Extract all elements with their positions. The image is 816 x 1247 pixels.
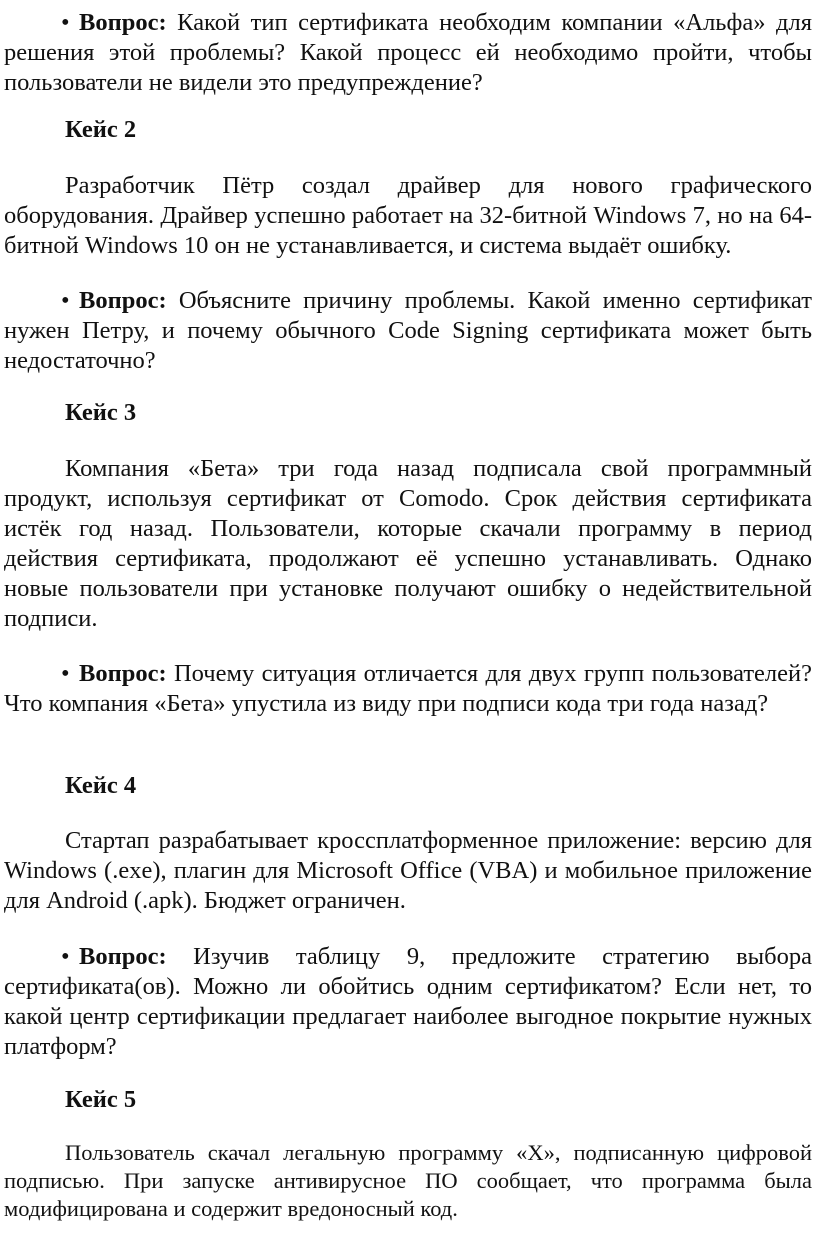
bullet-icon: • — [61, 287, 70, 314]
bullet-icon: • — [61, 9, 70, 36]
question-text: Изучив таблицу 9, предложите стратегию выбора сертификата(ов). Можно ли обойтись одним сертификатом? Если нет, то какой центр сертификации предлагает наиболее выгодное покрытие нужных платформ? — [4, 943, 812, 1060]
case-4-text: Стартап разрабатывает кроссплатформенное приложение: версию для Windows (.exe), плагин для Microsoft Office (VBA) и мобильное приложение для Android (.apk). Бюджет ограничен. — [4, 827, 812, 914]
question-text: Почему ситуация отличается для двух групп пользователей? Что компания «Бета» упустила из виду при подписи кода три года назад? — [4, 660, 812, 717]
case-3-heading: Кейс 3 — [65, 399, 137, 426]
question-2 — [4, 286, 812, 376]
case-4-heading: Кейс 4 — [65, 772, 137, 799]
bullet-icon: • — [61, 660, 70, 687]
bullet-icon: • — [61, 943, 70, 970]
question-label: Вопрос: — [79, 9, 167, 36]
question-4 — [4, 942, 812, 1062]
question-text: Какой тип сертификата необходим компании «Альфа» для решения этой проблемы? Какой процесс ей необходимо пройти, чтобы пользователи не видели это предупреждение? — [4, 9, 812, 96]
question-3 — [4, 659, 812, 719]
question-label: Вопрос: — [79, 660, 167, 687]
question-text: Объясните причину проблемы. Какой именно сертификат нужен Петру, и почему обычного Code Signing сертификата может быть недостаточно? — [4, 287, 812, 374]
case-2-text: Разработчик Пётр создал драйвер для нового графического оборудования. Драйвер успешно работает на 32-битной Windows 7, но на 64-битной Windows 10 он не устанавливается, и система выдаёт ошибку. — [4, 172, 812, 259]
case-5-heading: Кейс 5 — [65, 1086, 137, 1113]
question-1 — [4, 8, 812, 98]
question-label: Вопрос: — [79, 287, 167, 314]
case-3-text: Компания «Бета» три года назад подписала свой программный продукт, используя сертификат от Comodo. Срок действия сертификата истёк год назад. Пользователи, которые скачали программу в период действия сертификата, продолжают её успешно устанавливать. Однако новые пользователи при установке получают ошибку о недействительной подписи. — [4, 455, 812, 632]
case-5-text: Пользователь скачал легальную программу «X», подписанную цифровой подписью. При запуске антивирусное ПО сообщает, что программа была модифицирована и содержит вредоносный код. — [4, 1140, 812, 1221]
case-2-heading: Кейс 2 — [65, 116, 137, 143]
question-label: Вопрос: — [79, 943, 167, 970]
